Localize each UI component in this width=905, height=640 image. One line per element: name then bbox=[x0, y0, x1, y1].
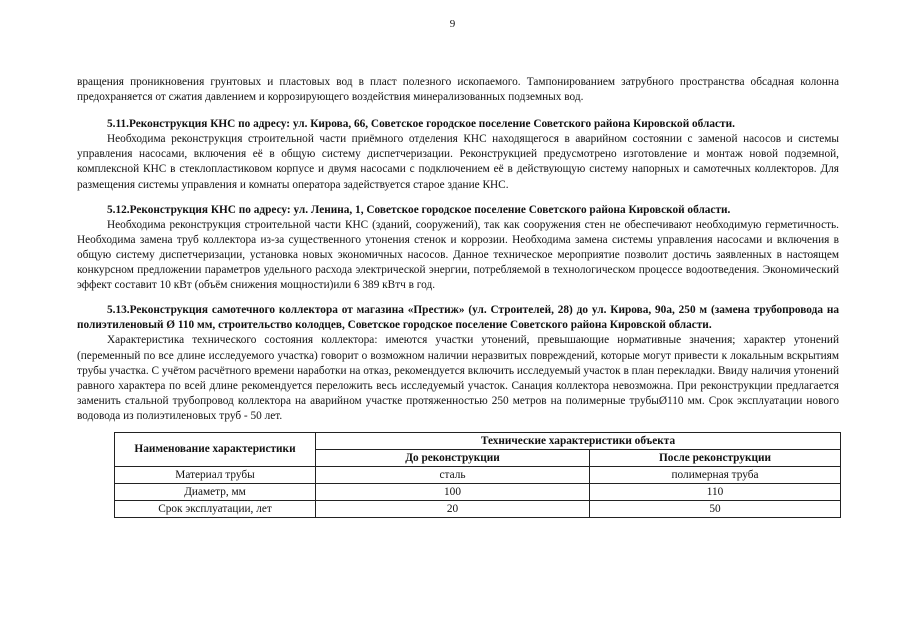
row-after: 110 bbox=[590, 483, 841, 500]
header-after: После реконструкции bbox=[590, 449, 841, 466]
section-body: Необходима реконструкция строительной части КНС (зданий, сооружений), так как сооружения стен не обеспечивают необходимую герметичность. Необходима замена труб коллектора из-за существенного утонения стенок и коррозии. Необходима замена системы управления насосами и включения в общую систему диспетчеризации, установка новых экономичных насосов. Данное техническое мероприятие позволит достичь заявленных в настоящем конкурсном предложении параметров удельного расхода электрической энергии, потребляемой в технологическом процессе водоотведения. Экономический эффект составит 10 кВт (объём снижения мощности)или 6 389 кВтч в год. bbox=[77, 218, 839, 292]
table-row bbox=[115, 466, 841, 483]
header-before: До реконструкции bbox=[316, 449, 590, 466]
document-body bbox=[77, 75, 839, 518]
section-heading: 5.12.Реконструкция КНС по адресу: ул. Ленина, 1, Советское городское поселение Советского района Кировской области. bbox=[107, 203, 731, 216]
row-before: 20 bbox=[316, 500, 590, 517]
section-heading: 5.11.Реконструкция КНС по адресу: ул. Кирова, 66, Советское городское поселение Советского района Кировской области. bbox=[107, 118, 735, 131]
table-header-row bbox=[115, 432, 841, 449]
header-name: Наименование характеристики bbox=[115, 432, 316, 466]
table-row bbox=[115, 500, 841, 517]
row-before: 100 bbox=[316, 483, 590, 500]
section-body: Необходима реконструкция строительной части приёмного отделения КНС находящегося в аварийном состоянии с заменой насосов и системы управления насосами, включения её в общую систему диспетчеризации. Реконструкцией предусмотрено изготовление и монтаж новой подземной, комплексной КНС в стеклопластиковом корпусе и двумя насосами с подключением её в действующую систему напорных и самотечных коллекторов. Для размещения системы управления и комнаты оператора задействуется старое здание КНС. bbox=[77, 133, 839, 191]
row-after: 50 bbox=[590, 500, 841, 517]
section-body: Характеристика технического состояния коллектора: имеются участки утонений, превышающие нормативные значения; характер утонений (переменный по все длине исследуемого участка) говорит о возможном наличии неразвитых повреждений, которые могут привести к локальным вскрытиям трубы участка. С учётом расчётного времени наработки на отказ, рекомендуется включить исследуемый участок в план перекладки. Ввиду наличия утонений равного характера по всей длине рекомендуется переложить весь исследуемый участок. Санация коллектора невозможна. При реконструкции предлагается заменить стальной трубопровод коллектора на аварийном участке протяженностью 250 метров на полимерные трубыØ110 мм. Срок эксплуатации нового водовода из полиэтиленовых труб - 50 лет. bbox=[77, 334, 839, 422]
row-name: Диаметр, мм bbox=[115, 483, 316, 500]
intro-paragraph: вращения проникновения грунтовых и пластовых вод в пласт полезного ископаемого. Тампонированием затрубного пространства обсадная колонна предохраняется от сжатия давлением и коррозирующего воздействия минерализованных подземных вод. bbox=[77, 76, 839, 104]
header-group: Технические характеристики объекта bbox=[316, 432, 841, 449]
row-before: сталь bbox=[316, 466, 590, 483]
row-name: Срок эксплуатации, лет bbox=[115, 500, 316, 517]
section-heading: 5.13.Реконструкция самотечного коллектора от магазина «Престиж» (ул. Строителей, 28) до ул. Кирова, 90а, 250 м (замена трубопровода на полиэтиленовый Ø 110 мм, строительство колодцев, Советское городское поселение Советского района Кировской области. bbox=[77, 304, 839, 332]
characteristics-table bbox=[114, 432, 841, 518]
row-after: полимерная труба bbox=[590, 466, 841, 483]
table-row bbox=[115, 483, 841, 500]
page-number: 9 bbox=[449, 18, 456, 30]
row-name: Материал трубы bbox=[115, 466, 316, 483]
